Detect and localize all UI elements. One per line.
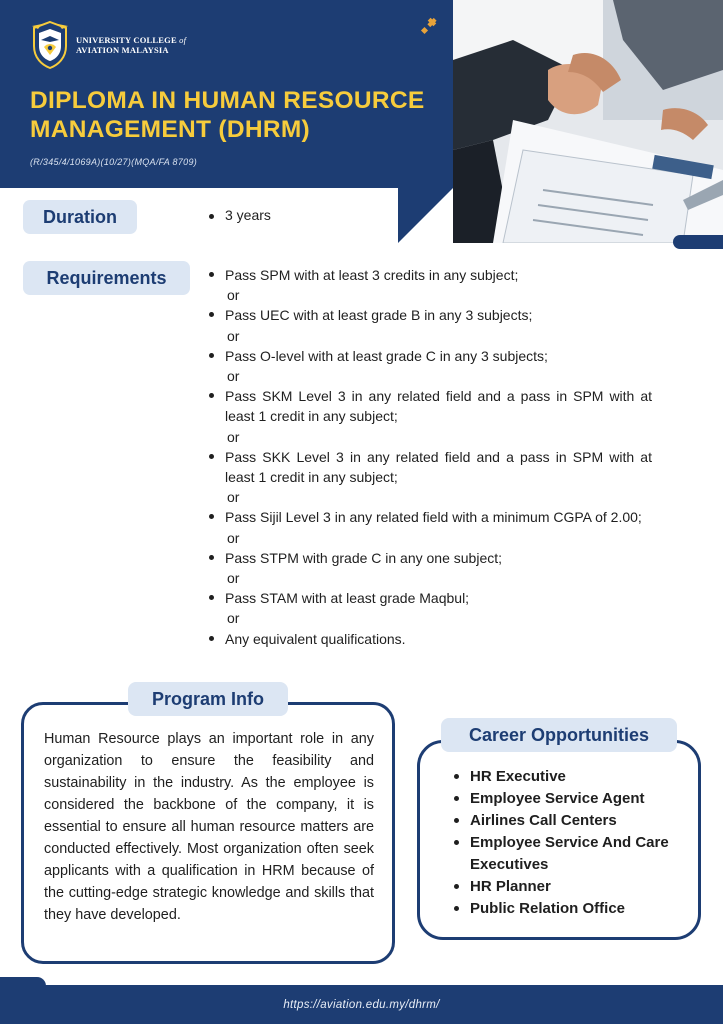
program-info-label: Program Info — [128, 682, 288, 716]
requirements-label: Requirements — [23, 261, 190, 295]
crest-icon — [30, 20, 70, 70]
logo-line1: UNIVERSITY COLLEGE — [76, 35, 177, 45]
requirement-item: Pass SPM with at least 3 credits in any subject; — [207, 265, 652, 285]
footer — [0, 985, 723, 1024]
duration-label: Duration — [23, 200, 137, 234]
program-info-text: Human Resource plays an important role in any organization to ensure the feasibility and sustainability in the industry. As the employee is considered the backbone of the company, it is essential to ensure all human resource matters are conducted effectively. Most organization often seek applicants with a qualification in HRM because of the cutting-edge strategic knowledge and skills that they have developed. — [44, 731, 374, 923]
or-separator: or — [227, 327, 240, 344]
requirement-item: Pass UEC with at least grade B in any 3 subjects; — [207, 305, 652, 325]
or-separator: or — [227, 428, 240, 445]
page-title — [30, 86, 440, 144]
logo-of: of — [179, 35, 187, 45]
website-link[interactable]: https://aviation.edu.my/dhrm/ — [283, 998, 440, 1011]
career-item: HR Planner — [452, 876, 692, 898]
handshake-photo — [453, 0, 723, 243]
or-separator: or — [227, 529, 240, 546]
requirement-item: Pass SKM Level 3 in any related field and a pass in SPM with at least 1 credit in any subject; — [207, 386, 652, 426]
career-label: Career Opportunities — [441, 718, 677, 752]
career-item: Airlines Call Centers — [452, 810, 692, 832]
requirement-item: Pass STPM with grade C in any one subject; — [207, 548, 652, 568]
or-separator: or — [227, 489, 240, 506]
accreditation-code: (R/345/4/1069A)(10/27)(MQA/FA 8709) — [30, 157, 198, 167]
requirement-item: Pass STAM with at least grade Maqbul; — [207, 588, 652, 608]
header-wedge — [398, 188, 453, 243]
university-logo — [30, 20, 186, 70]
title-line2: MANAGEMENT (DHRM) — [30, 116, 311, 143]
duration-value: 3 years — [207, 207, 271, 223]
or-separator: or — [227, 287, 240, 304]
career-item: HR Executive — [452, 766, 692, 788]
logo-line2: AVIATION MALAYSIA — [76, 45, 169, 55]
title-line1: DIPLOMA IN HUMAN RESOURCE — [30, 87, 425, 114]
logo-text — [76, 35, 186, 55]
photo-tab — [673, 235, 723, 249]
requirement-item: Any equivalent qualifications. — [207, 629, 652, 649]
or-separator: or — [227, 610, 240, 627]
career-item: Employee Service Agent — [452, 788, 692, 810]
career-list — [452, 766, 692, 920]
sparkle-icon — [420, 16, 442, 38]
requirements-list — [207, 265, 652, 649]
requirement-item: Pass SKK Level 3 in any related field and a pass in SPM with at least 1 credit in any subject; — [207, 447, 652, 487]
or-separator: or — [227, 570, 240, 587]
career-item: Employee Service And Care Executives — [452, 832, 692, 876]
duration-list — [207, 207, 271, 223]
or-separator: or — [227, 368, 240, 385]
requirement-item: Pass O-level with at least grade C in any 3 subjects; — [207, 346, 652, 366]
career-item: Public Relation Office — [452, 898, 692, 920]
requirement-item: Pass Sijil Level 3 in any related field with a minimum CGPA of 2.00; — [207, 507, 652, 527]
